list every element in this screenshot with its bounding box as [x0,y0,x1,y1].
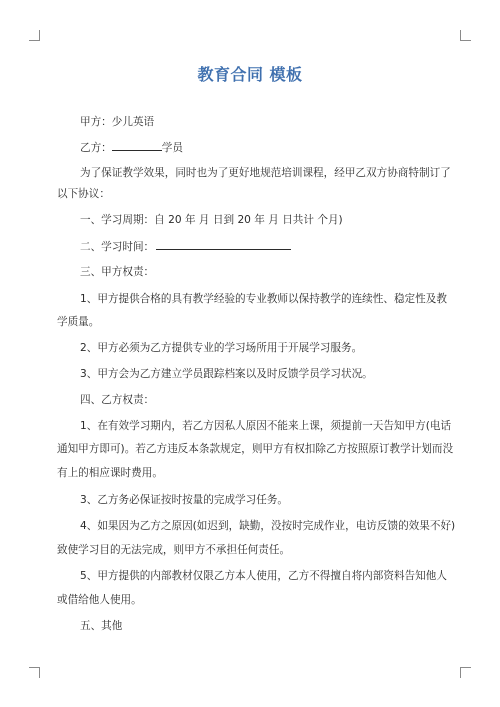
study-time-line [80,240,448,254]
intro-paragraph-line-1: 为了保证教学效果，同时也为了更好地规范培训课程，经甲乙双方协商特制订了 [80,167,451,179]
crop-mark-bottom-right [460,667,471,678]
party-b-blank[interactable] [112,141,162,151]
crop-mark-bottom-left [29,667,40,678]
other-heading: 五、其他 [80,620,123,632]
party-b-duties-heading: 四、乙方权责： [80,394,155,406]
study-time-blank[interactable] [156,240,291,250]
party-a-duty-2: 2、甲方必须为乙方提供专业的学习场所用于开展学习服务。 [80,342,363,354]
party-b-duty-1-line-1: 1、在有效学习期内，若乙方因私人原因不能来上课，须提前一天告知甲方(电话 [80,420,452,432]
party-b-duty-1-line-3: 有上的相应课时费用。 [57,467,163,479]
study-period-line: 一、学习周期：自 20 年 月 日到 20 年 月 日共计 个月) [80,214,343,226]
party-a-duty-1-line-2: 学质量。 [57,316,100,328]
party-a-duty-3: 3、甲方会为乙方建立学员跟踪档案以及时反馈学员学习状况。 [80,368,373,380]
party-b-line [80,141,448,155]
party-b-duty-1-line-2: 通知甲方即可)。若乙方违反本条款规定，则甲方有权扣除乙方按照原订教学计划而没 [57,443,454,455]
crop-mark-top-right [460,30,471,41]
document-title: 教育合同 模板 [197,65,303,84]
party-b-duty-3: 3、乙方务必保证按时按量的完成学习任务。 [80,494,289,506]
party-b-duty-5-line-2: 或借给他人使用。 [57,594,142,606]
party-a-duty-1-line-1: 1、甲方提供合格的具有教学经验的专业教师以保持教学的连续性、稳定性及教 [80,293,447,305]
party-a-line: 甲方：少儿英语 [80,116,155,128]
intro-paragraph-line-2: 以下协议： [57,188,110,200]
party-a-duties-heading: 三、甲方权责： [80,266,155,278]
party-b-duty-4-line-1: 4、如果因为乙方之原因(如迟到，缺勤，没按时完成作业，电访反馈的效果不好) [80,520,456,532]
party-b-duty-4-line-2: 致使学习目的无法完成，则甲方不承担任何责任。 [57,544,291,556]
study-time-label: 二、学习时间： [80,241,155,253]
party-b-duty-5-line-1: 5、甲方提供的内部教材仅限乙方本人使用，乙方不得擅自将内部资料告知他人 [80,570,447,582]
crop-mark-top-left [29,30,40,41]
party-b-label: 乙方： [80,142,112,154]
party-b-suffix: 学员 [161,142,183,154]
